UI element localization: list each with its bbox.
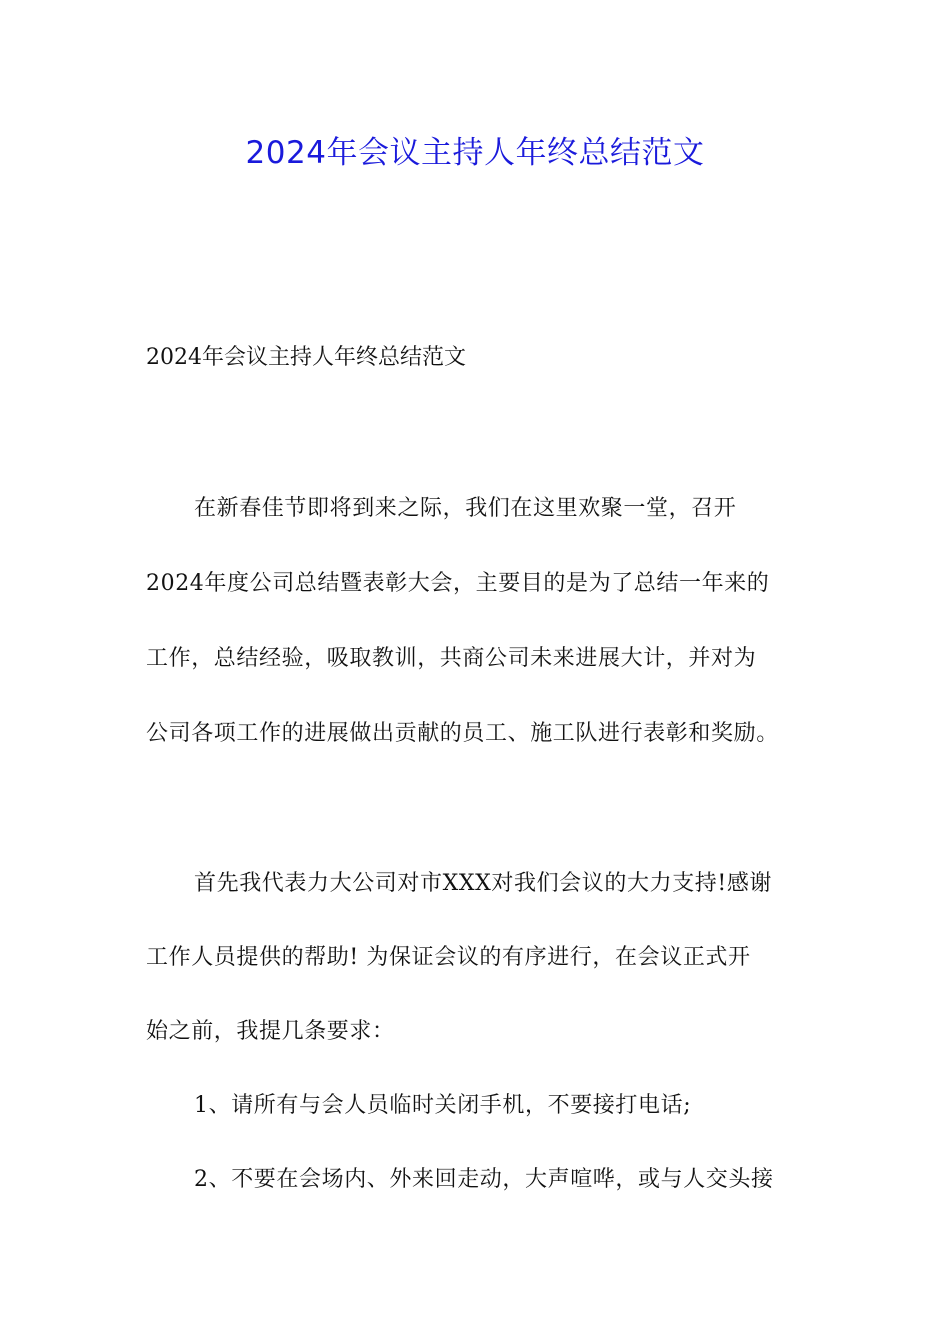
paragraph-1-line-1: 在新春佳节即将到来之际，我们在这里欢聚一堂，召开: [194, 496, 737, 521]
list-item-2: 2、不要在会场内、外来回走动，大声喧哗，或与人交头接: [194, 1167, 774, 1192]
document-title: 2024年会议主持人年终总结范文: [245, 135, 705, 171]
document-subtitle: 2024年会议主持人年终总结范文: [146, 345, 466, 370]
paragraph-1-line-2: 2024年度公司总结暨表彰大会，主要目的是为了总结一年来的: [146, 571, 770, 596]
paragraph-2-line-1: 首先我代表力大公司对市XXX对我们会议的大力支持!感谢: [194, 871, 773, 896]
paragraph-1-line-3: 工作，总结经验，吸取教训，共商公司未来进展大计，并对为: [146, 646, 757, 671]
paragraph-2-line-3: 始之前，我提几条要求：: [146, 1019, 395, 1044]
paragraph-1-line-4: 公司各项工作的进展做出贡献的员工、施工队进行表彰和奖励。: [146, 721, 779, 746]
list-item-1: 1、请所有与会人员临时关闭手机，不要接打电话;: [194, 1093, 692, 1118]
paragraph-2-line-2: 工作人员提供的帮助! 为保证会议的有序进行，在会议正式开: [146, 945, 751, 970]
